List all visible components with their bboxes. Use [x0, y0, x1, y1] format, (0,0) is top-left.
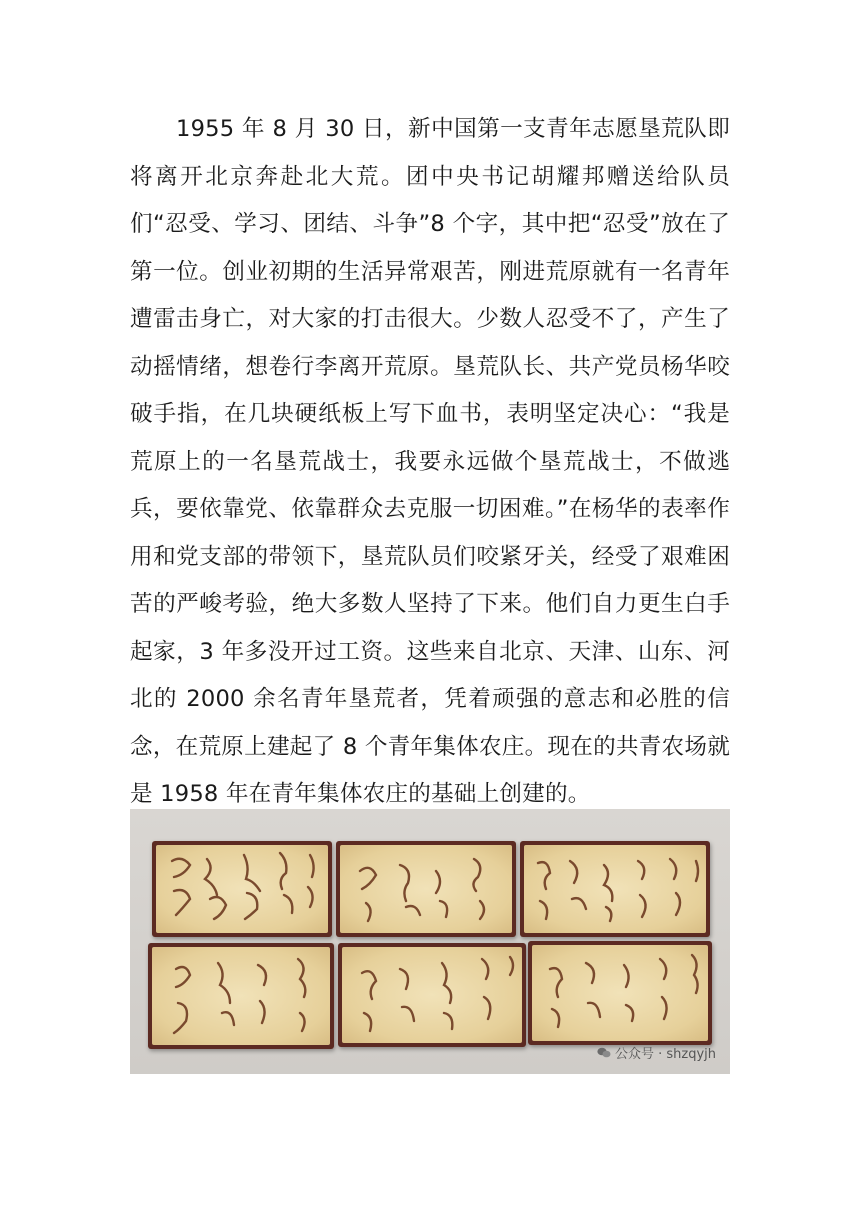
blood-letter-boards-photo [130, 809, 730, 1074]
board-1 [152, 841, 332, 937]
board-3 [520, 841, 710, 937]
handwriting-strokes [520, 841, 710, 937]
board-5 [338, 943, 526, 1047]
watermark [597, 1043, 716, 1062]
board-2 [336, 841, 516, 937]
handwriting-strokes [528, 941, 712, 1045]
wechat-icon [597, 1047, 611, 1058]
board-6 [528, 941, 712, 1045]
handwriting-strokes [148, 943, 334, 1049]
article-paragraph: 1955 年 8 月 30 日，新中国第一支青年志愿垦荒队即将离开北京奔赴北大荒。团中央书记胡耀邦赠送给队员们“忍受、学习、团结、斗争”8 个字，其中把“忍受”放在了第一位。创业初期的生活异常艰苦，刚进荒原就有一名青年遭雷击身亡，对大家的打击很大。少数人忍受不了，产生了动摇情绪，想卷行李离开荒原。垦荒队长、共产党员杨华咬破手指，在几块硬纸板上写下血书，表明坚定决心：“我是荒原上的一名垦荒战士，我要永远做个垦荒战士，不做逃兵，要依靠党、依靠群众去克服一切困难。”在杨华的表率作用和党支部的带领下，垦荒队员们咬紧牙关，经受了艰难困苦的严峻考验，绝大多数人坚持了下来。他们自力更生白手起家，3 年多没开过工资。这些来自北京、天津、山东、河北的 2000 余名青年垦荒者，凭着顽强的意志和必胜的信念，在荒原上建起了 8 个青年集体农庄。现在的共青农场就是 1958 年在青年集体农庄的基础上创建的。 [130, 116, 730, 807]
handwriting-strokes [336, 841, 516, 937]
board-4 [148, 943, 334, 1049]
handwriting-strokes [152, 841, 332, 937]
watermark-text: 公众号 · shzqyjh [614, 1047, 716, 1062]
handwriting-strokes [338, 943, 526, 1047]
